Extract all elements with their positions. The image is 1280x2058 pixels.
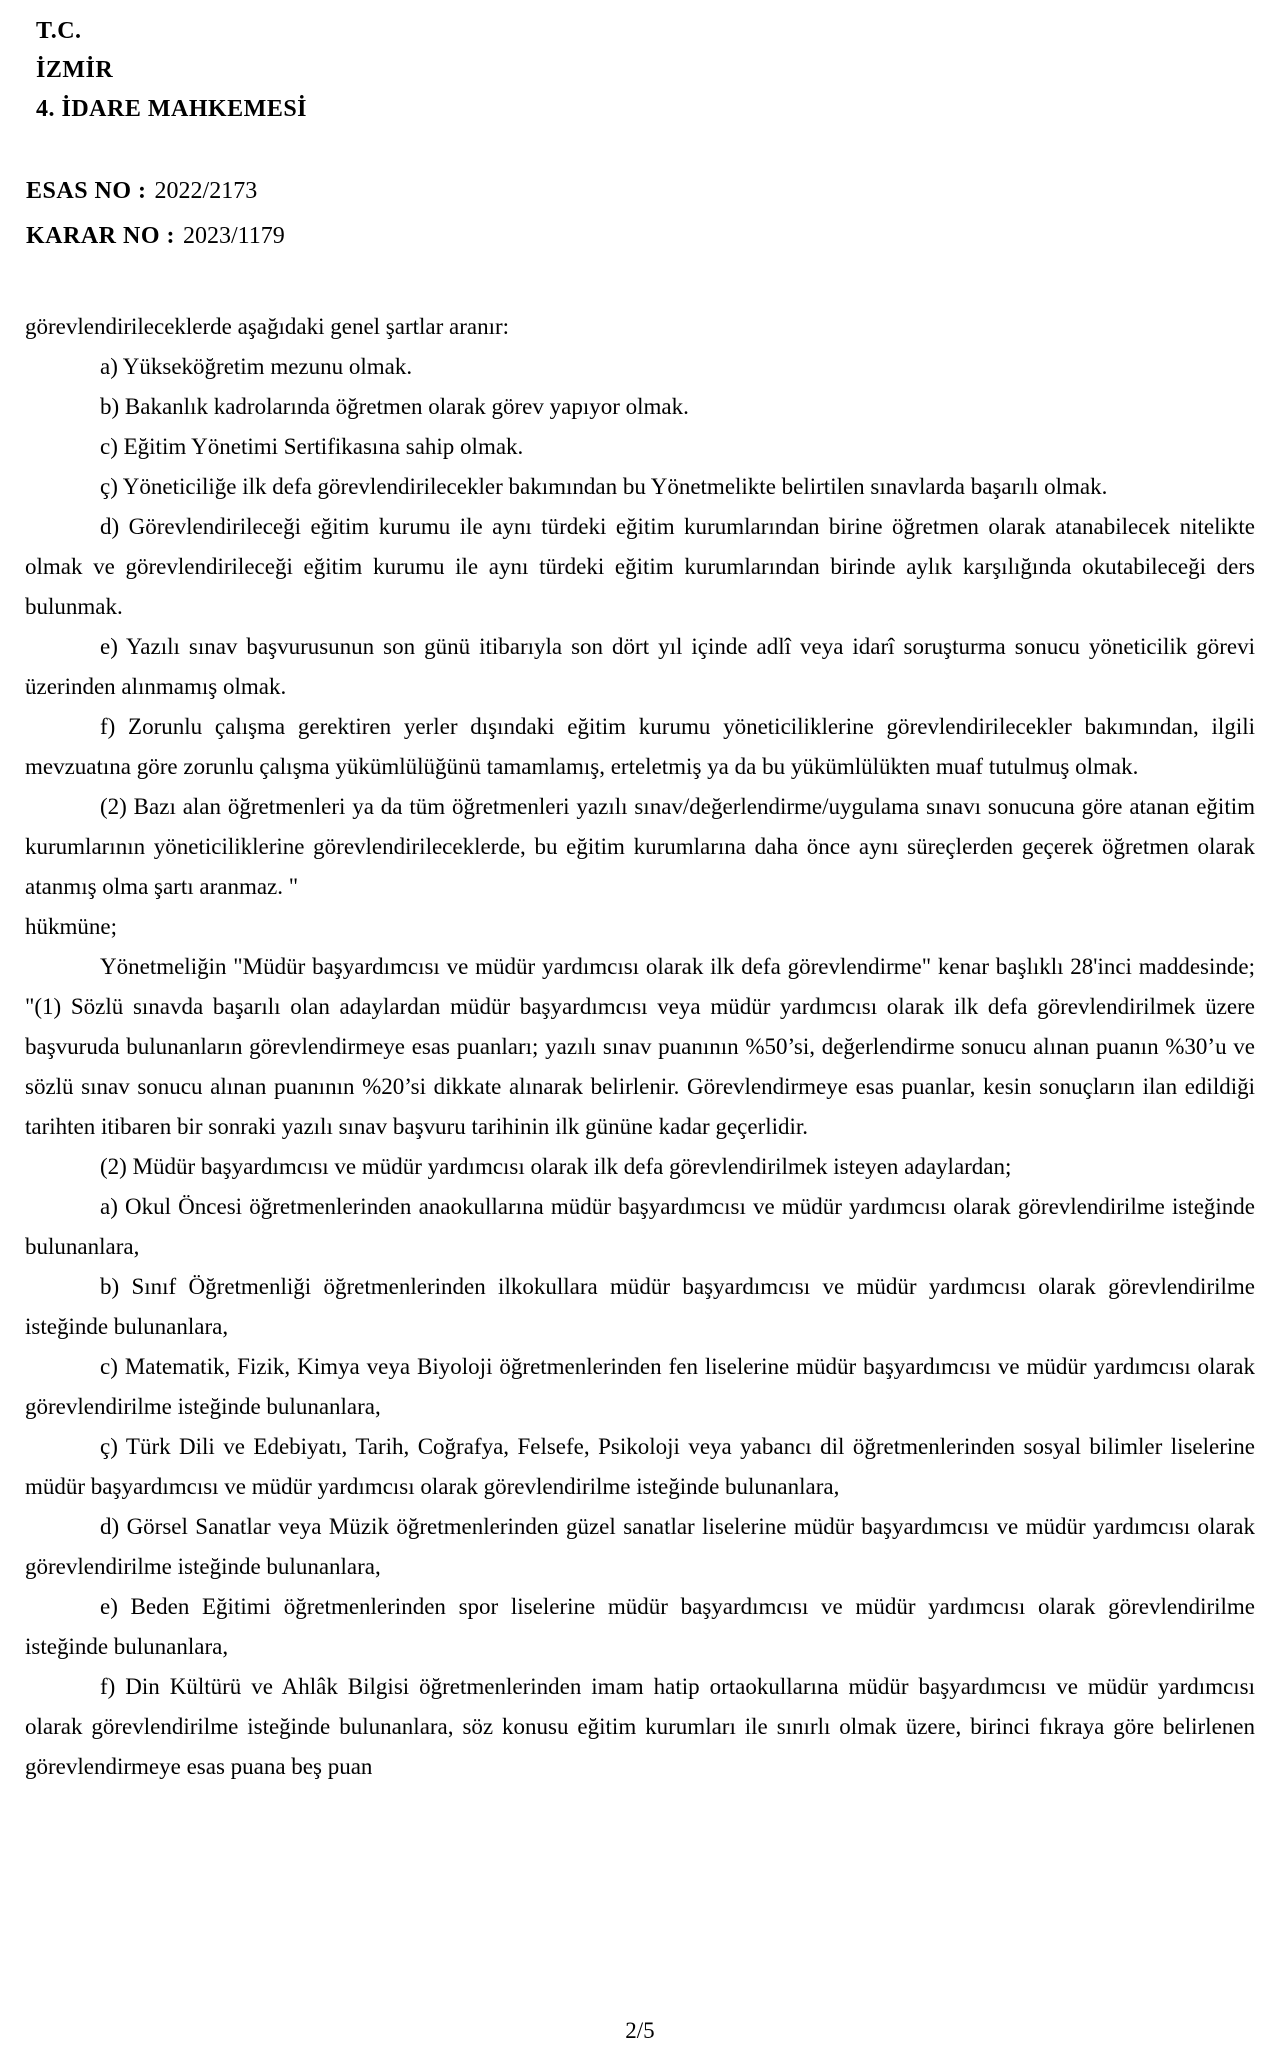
header-line-court: 4. İDARE MAHKEMESİ: [36, 96, 308, 122]
document-header: [36, 0, 1280, 129]
body-paragraph: e) Beden Eğitimi öğretmenlerinden spor liselerine müdür başyardımcısı ve müdür yardımcısı olarak görevlendirilme isteğinde bulunanlara,: [25, 1594, 1255, 1659]
body-paragraph: (2) Bazı alan öğretmenleri ya da tüm öğretmenleri yazılı sınav/değerlendirme/uygulama sınavı sonucuna göre atanan eğitim kurumlarının yöneticiliklerine görevlendirileceklerde, bu eğitim kurumlarına daha önce aynı süreçlerden geçerek öğretmen olarak atanmış olma şartı aranmaz. ": [25, 794, 1255, 899]
header-line-city: İZMİR: [36, 57, 114, 83]
body-paragraph: ç) Türk Dili ve Edebiyatı, Tarih, Coğrafya, Felsefe, Psikoloji veya yabancı dil öğretmenlerinden sosyal bilimler liselerine müdür başyardımcısı ve müdür yardımcısı olarak görevlendirilme isteğinde bulunanlara,: [25, 1434, 1255, 1499]
header-line-tc: T.C.: [36, 18, 82, 44]
body-paragraph: f) Din Kültürü ve Ahlâk Bilgisi öğretmenlerinden imam hatip ortaokullarına müdür başyardımcısı ve müdür yardımcısı olarak görevlendirilme isteğinde bulunanlara, söz konusu eğitim kurumları ile sınırlı olmak üzere, birinci fıkraya göre belirlenen görevlendirmeye esas puana beş puan: [25, 1674, 1255, 1779]
karar-no-label: KARAR NO :: [26, 223, 175, 249]
karar-no-value: 2023/1179: [183, 223, 285, 249]
page-number: 2/5: [625, 2018, 655, 2043]
page-footer: [0, 2016, 1280, 2046]
esas-no-row: [26, 169, 1280, 214]
body-paragraph: e) Yazılı sınav başvurusunun son günü itibarıyla son dört yıl içinde adlî veya idarî soruşturma sonucu yöneticilik görevi üzerinden alınmamış olmak.: [25, 634, 1255, 699]
esas-no-label: ESAS NO :: [26, 178, 147, 204]
karar-no-row: [26, 214, 1280, 259]
body-paragraph: b) Bakanlık kadrolarında öğretmen olarak görev yapıyor olmak.: [100, 394, 689, 419]
body-paragraph: a) Yükseköğretim mezunu olmak.: [100, 354, 413, 379]
esas-no-value: 2022/2173: [154, 178, 258, 204]
document-body: [25, 307, 1255, 1787]
body-paragraph: ç) Yöneticiliğe ilk defa görevlendirilecekler bakımından bu Yönetmelikte belirtilen sınavlarda başarılı olmak.: [100, 474, 1108, 499]
body-paragraph: c) Matematik, Fizik, Kimya veya Biyoloji öğretmenlerinden fen liselerine müdür başyardımcısı ve müdür yardımcısı olarak görevlendirilme isteğinde bulunanlara,: [25, 1354, 1255, 1419]
body-paragraph: f) Zorunlu çalışma gerektiren yerler dışındaki eğitim kurumu yöneticiliklerine görevlendirilecekler bakımından, ilgili mevzuatına göre zorunlu çalışma yükümlülüğünü tamamlamış, erteletmiş ya da bu yükümlülükten muaf tutulmuş olmak.: [25, 714, 1255, 779]
body-paragraph: a) Okul Öncesi öğretmenlerinden anaokullarına müdür başyardımcısı ve müdür yardımcısı olarak görevlendirilme isteğinde bulunanlara,: [25, 1194, 1255, 1259]
body-paragraph: (2) Müdür başyardımcısı ve müdür yardımcısı olarak ilk defa görevlendirilmek isteyen adaylardan;: [100, 1154, 1012, 1179]
body-paragraph: Yönetmeliğin "Müdür başyardımcısı ve müdür yardımcısı olarak ilk defa görevlendirme" kenar başlıklı 28'inci maddesinde; "(1) Sözlü sınavda başarılı olan adaylardan müdür başyardımcısı veya müdür yardımcısı olarak ilk defa görevlendirilmek üzere başvuruda bulunanların görevlendirmeye esas puanları; yazılı sınav puanının %50’si, değerlendirme sonucu alınan puanın %30’u ve sözlü sınav sonucu alınan puanının %20’si dikkate alınarak belirlenir. Görevlendirmeye esas puanlar, kesin sonuçların ilan edildiği tarihten itibaren bir sonraki yazılı sınav başvuru tarihinin ilk gününe kadar geçerlidir.: [25, 954, 1255, 1139]
body-paragraph: d) Görsel Sanatlar veya Müzik öğretmenlerinden güzel sanatlar liselerine müdür başyardımcısı ve müdür yardımcısı olarak görevlendirilme isteğinde bulunanlara,: [25, 1514, 1255, 1579]
body-paragraph: c) Eğitim Yönetimi Sertifikasına sahip olmak.: [100, 434, 524, 459]
body-paragraph: görevlendirileceklerde aşağıdaki genel şartlar aranır:: [25, 314, 510, 339]
case-numbers: [26, 169, 1280, 259]
body-paragraph: hükmüne;: [25, 914, 117, 939]
body-paragraph: b) Sınıf Öğretmenliği öğretmenlerinden ilkokullara müdür başyardımcısı ve müdür yardımcısı olarak görevlendirilme isteğinde bulunanlara,: [25, 1274, 1255, 1339]
body-paragraph: d) Görevlendirileceği eğitim kurumu ile aynı türdeki eğitim kurumlarından birine öğretmen olarak atanabilecek nitelikte olmak ve görevlendirileceği eğitim kurumu ile aynı türdeki eğitim kurumlarından birinde aylık karşılığında okutabileceği ders bulunmak.: [25, 514, 1255, 619]
